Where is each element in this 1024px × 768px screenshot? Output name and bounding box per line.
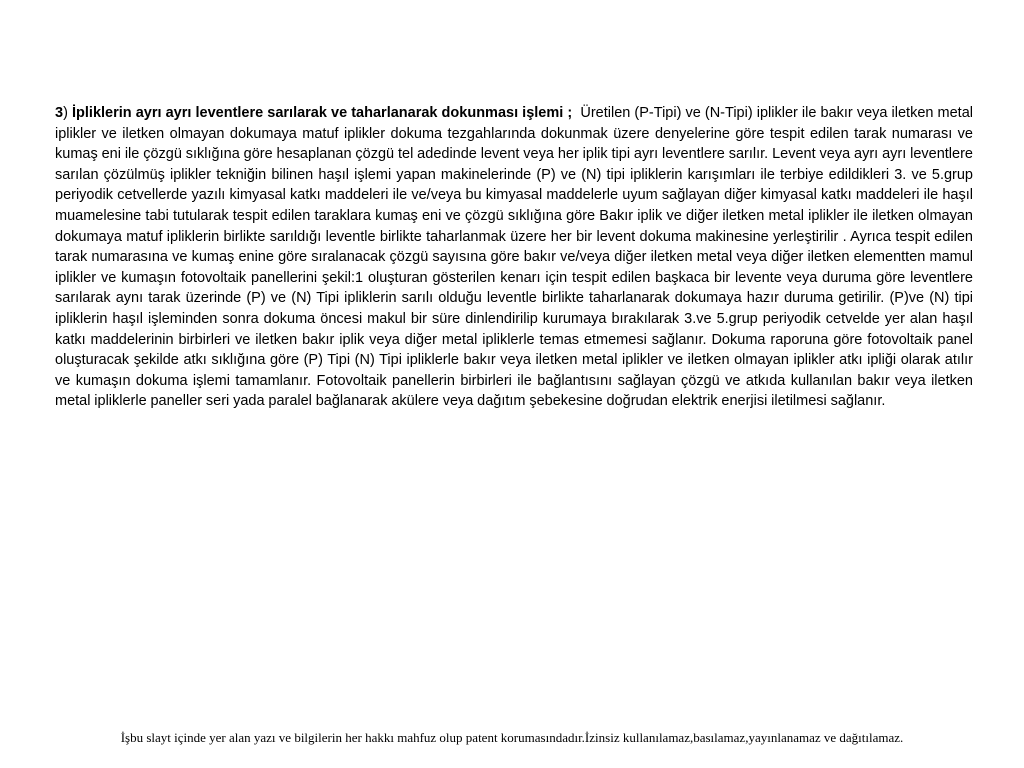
section-number: 3 bbox=[55, 105, 64, 121]
copyright-footer: İşbu slayt içinde yer alan yazı ve bilgilerin her hakkı mahfuz olup patent korumasındadır.İzinsiz kullanılamaz,basılamaz,yayınlanamaz ve dağıtılamaz. bbox=[120, 730, 904, 745]
section-number-paren: ) bbox=[63, 105, 68, 121]
section-paragraph bbox=[55, 103, 973, 412]
section-body-text: Üretilen (P-Tipi) ve (N-Tipi) iplikler ile bakır veya iletken metal iplikler ve iletken olmayan dokumaya matuf iplikler dokuma tezgahlarında dokunmak üzere denyelerine göre tespit edilen tarak numarası ve kumaş eni ile çözgü sıklığına göre hesaplanan çözgü tel adedinde levent veya her iplik tipi ayrı leventlere sarılır. Levent veya ayrı ayrı leventlere sarılan çözülmüş iplikler tekniğin bilinen haşıl işlemi yapan makinelerinde (P) ve (N) tipi ipliklerin karışımları ile terbiye edildikleri 3. ve 5.grup periyodik cetvellerde yazılı kimyasal katkı maddeleri ile ve/veya bu kimyasal maddelerle uyum sağlayan diğer kimyasal katkı maddeleri ile haşıl muamelesine tabi tutularak tespit edilen taraklara kumaş eni ve çözgü sıklığına göre Bakır iplik ve diğer iletken metal iplikler ile iletken olmayan dokumaya matuf ipliklerin birlikte sarıldığı leventle birlikte taharlanmak üzere her bir levent dokuma makinesine yerleştirilir . Ayrıca tespit edilen tarak numarasına ve kumaş enine göre sıralanacak çözgü sayısına göre bakır ve/veya diğer iletken metal veya diğer iletken elementten mamul iplikler ve kumaşın fotovoltaik panellerini şekil:1 oluşturan gösterilen kenarı için tespit edilen başkaca bir levente veya duruma göre leventlere sarılarak aynı tarak üzerinde (P) ve (N) Tipi ipliklerin sarılı olduğu leventle birlikte taharlanarak dokumaya hazır duruma getirilir. (P)ve (N) tipi ipliklerin haşıl işleminden sonra dokuma öncesi makul bir süre dinlendirilip kurumaya bırakılarak 3.ve 5.grup periyodik cetvelde yer alan haşıl katkı maddelerinin birbirleri ve iletken bakır iplik veya diğer metal ipliklerle temas etmemesi sağlanır. Dokuma raporuna göre fotovoltaik panel oluşturacak şekilde atkı sıklığına göre (P) Tipi (N) Tipi ipliklerle bakır veya iletken metal iplikler ve iletken olmayan iplikler atkı ipliği olarak atılır ve kumaşın dokuma işlemi tamamlanır. Fotovoltaik panellerin birbirleri ile bağlantısını sağlayan çözgü ve atkıda kullanılan bakır veya iletken metal ipliklerle paneller seri yada paralel bağlanarak akülere veya dağıtım şebekesine doğrudan elektrik enerjisi iletilmesi sağlanır. bbox=[55, 105, 973, 410]
section-heading: İpliklerin ayrı ayrı leventlere sarılarak ve taharlanarak dokunması işlemi ; bbox=[72, 105, 573, 121]
